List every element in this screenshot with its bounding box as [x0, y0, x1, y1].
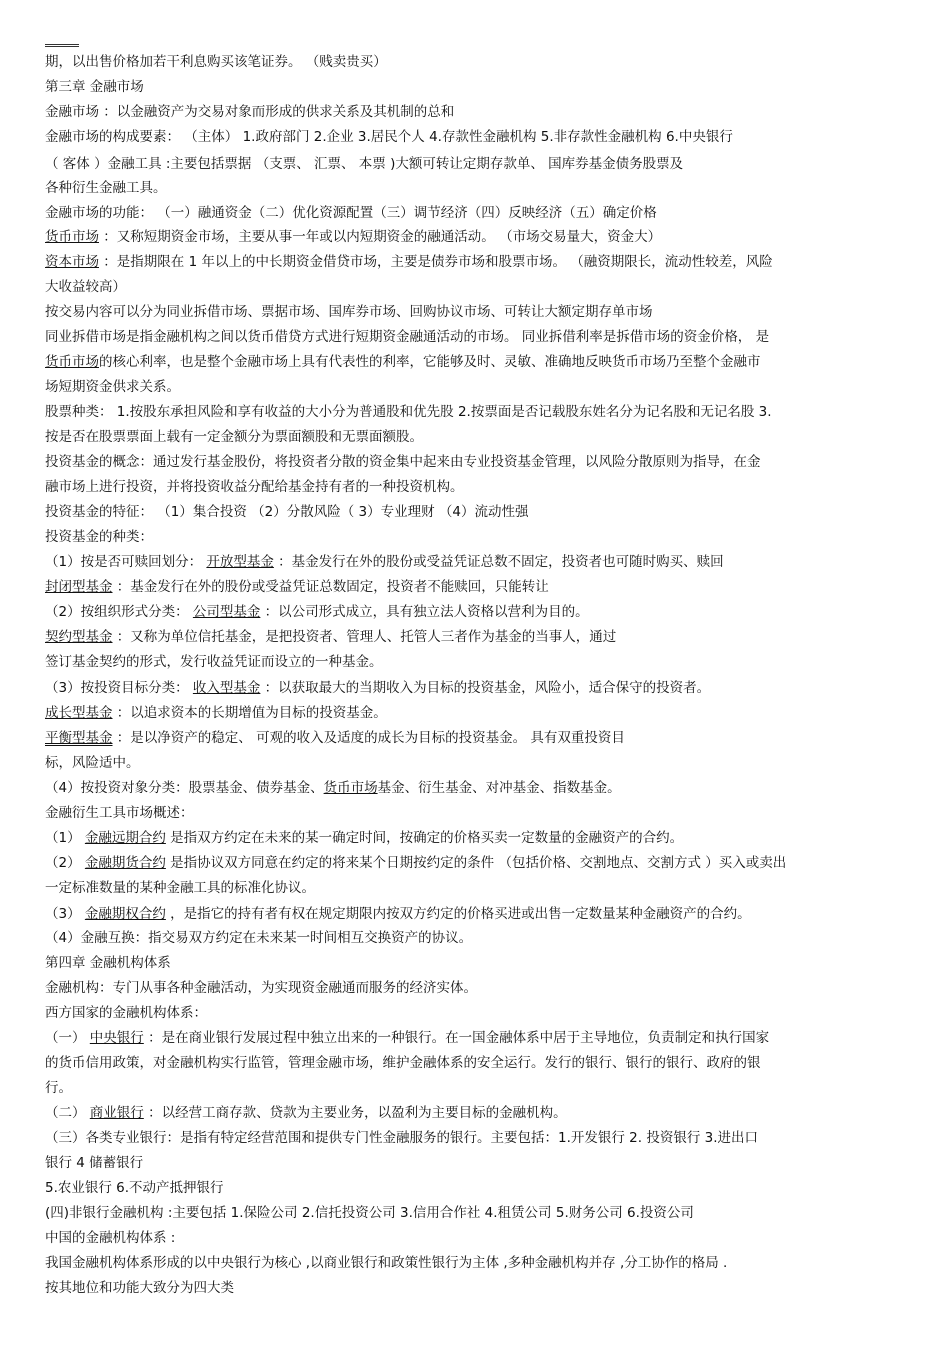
text-line: 银行 4 储蓄银行 — [45, 1155, 144, 1171]
key-term: 公司型基金 — [192, 604, 261, 620]
text-line: 我国金融机构体系形成的以中央银行为核心 ,以商业银行和政策性银行为主体 ,多种金融机构并存 ,分工协作的格局 . — [45, 1255, 728, 1271]
text-line: 契约型基金 ：又称为单位信托基金，是把投资者、管理人、托管人三者作为基金的当事人，通过 — [45, 629, 617, 645]
key-term: 成长型基金 — [45, 705, 113, 721]
text-line: 投资基金的种类： — [45, 529, 153, 545]
key-term: 封闭型基金 — [45, 579, 113, 595]
key-term: 资本市场 — [45, 254, 99, 270]
text-line: 资本市场 ：是指期限在 1 年以上的中长期资金借贷市场，主要是债券市场和股票市场。 （融资期限长，流动性较差，风险 — [45, 254, 773, 270]
text-line: 签订基金契约的形式，发行收益凭证而设立的一种基金。 — [45, 654, 383, 670]
text-line: 金融市场的构成要素： （主体） 1.政府部门 2.企业 3.居民个人 4.存款性金融机构 5.非存款性金融机构 6.中央银行 — [45, 129, 733, 145]
key-term: 平衡型基金 — [45, 730, 113, 746]
text-line: 第三章 金融市场 — [45, 79, 144, 95]
text-line: 投资基金的概念：通过发行基金股份，将投资者分散的资金集中起来由专业投资基金管理，以风险分散原则为指导，在金 — [45, 454, 761, 470]
text-line: 5.农业银行 6.不动产抵押银行 — [45, 1180, 224, 1196]
text-line: 平衡型基金 ：是以净资产的稳定、 可观的收入及适度的成长为目标的投资基金。 具有双重投资目 — [45, 730, 625, 746]
text-line: 股票种类： 1.按股东承担风险和享有收益的大小分为普通股和优先股 2.按票面是否记载股东姓名分为记名股和无记名股 3. — [45, 404, 772, 420]
text-line: 一定标准数量的某种金融工具的标准化协议。 — [45, 880, 315, 896]
text-line: 按交易内容可以分为同业拆借市场、票据市场、国库券市场、回购协议市场、可转让大额定期存单市场 — [45, 304, 653, 320]
key-term: 货币市场 — [45, 229, 99, 245]
text-line: （2）按组织形式分类： 公司型基金 ：以公司形式成立，具有独立法人资格以营利为目的。 — [45, 604, 589, 620]
text-line: （ 客体 ）金融工具 :主要包括票据 （支票、 汇票、 本票 )大额可转让定期存款单、 国库券基金债务股票及 — [45, 156, 684, 172]
key-term: 开放型基金 — [206, 554, 274, 570]
key-term: 货币市场 — [323, 780, 378, 796]
text-line: 场短期资金供求关系。 — [45, 379, 180, 395]
text-line: 行。 — [45, 1080, 72, 1096]
text-line: 金融机构：专门从事各种金融活动，为实现资金融通而服务的经济实体。 — [45, 980, 477, 996]
text-line: （一） 中央银行 ：是在商业银行发展过程中独立出来的一种银行。在一国金融体系中居于主导地位，负责制定和执行国家 — [45, 1030, 770, 1046]
text-line: （三）各类专业银行：是指有特定经营范围和提供专门性金融服务的银行。主要包括：1.开发银行 2. 投资银行 3.进出口 — [45, 1130, 759, 1146]
text-line: 期，以出售价格加若干利息购买该笔证券。 （贱卖贵买） — [45, 54, 387, 70]
text-line: 投资基金的特征： （1）集合投资 （2）分散风险（ 3）专业理财 （4）流动性强 — [45, 504, 529, 520]
text-line: 西方国家的金融机构体系： — [45, 1005, 207, 1021]
text-line: 各种衍生金融工具。 — [45, 180, 167, 196]
text-line: 按其地位和功能大致分为四大类 — [45, 1280, 234, 1296]
text-line: 融市场上进行投资，并将投资收益分配给基金持有者的一种投资机构。 — [45, 479, 464, 495]
text-line: 中国的金融机构体系 : — [45, 1230, 176, 1246]
text-line: (四)非银行金融机构 :主要包括 1.保险公司 2.信托投资公司 3.信用合作社 4.租赁公司 5.财务公司 6.投资公司 — [45, 1205, 694, 1221]
text-line: （3）按投资目标分类： 收入型基金 ：以获取最大的当期收入为目标的投资基金，风险小，适合保守的投资者。 — [45, 680, 711, 696]
text-line: （3） 金融期权合约 ，是指它的持有者有权在规定期限内按双方约定的价格买进或出售一定数量某种金融资产的合约。 — [45, 906, 751, 922]
text-line: 大收益较高） — [45, 279, 126, 295]
text-line: 第四章 金融机构体系 — [45, 955, 171, 971]
text-line: 货币市场 ：又称短期资金市场，主要从事一年或以内短期资金的融通活动。 （市场交易量大，资金大） — [45, 229, 662, 245]
text-line: 金融市场的功能： （一）融通资金（二）优化资源配置（三）调节经济（四）反映经济（五）确定价格 — [45, 205, 657, 221]
key-term: 商业银行 — [89, 1105, 144, 1121]
key-term: 金融期货合约 — [84, 855, 166, 871]
text-line: 金融市场 ：以金融资产为交易对象而形成的供求关系及其机制的总和 — [45, 104, 455, 120]
key-term: 货币市场 — [45, 354, 99, 370]
key-term: 中央银行 — [89, 1030, 144, 1046]
key-term: 金融远期合约 — [84, 830, 166, 846]
text-line: （1） 金融远期合约 是指双方约定在未来的某一确定时间，按确定的价格买卖一定数量的金融资产的合约。 — [45, 830, 684, 846]
key-term: 收入型基金 — [192, 680, 261, 696]
text-line: （二） 商业银行 ：以经营工商存款、贷款为主要业务，以盈利为主要目标的金融机构。 — [45, 1105, 567, 1121]
text-line: 金融衍生工具市场概述： — [45, 805, 194, 821]
continuation-mark — [45, 44, 79, 47]
text-line: 成长型基金 ：以追求资本的长期增值为目标的投资基金。 — [45, 705, 387, 721]
key-term: 契约型基金 — [45, 629, 113, 645]
text-line: 的货币信用政策，对金融机构实行监管，管理金融市场，维护金融体系的安全运行。发行的银行、银行的银行、政府的银 — [45, 1055, 761, 1071]
text-line: （4）金融互换：指交易双方约定在未来某一时间相互交换资产的协议。 — [45, 930, 473, 946]
text-line: 封闭型基金 ：基金发行在外的股份或受益凭证总数固定，投资者不能赎回，只能转让 — [45, 579, 549, 595]
text-line: 货币市场的核心利率，也是整个金融市场上具有代表性的利率，它能够及时、灵敏、准确地反映货币市场乃至整个金融市 — [45, 354, 761, 370]
text-line: 按是否在股票票面上载有一定金额分为票面额股和无票面额股。 — [45, 429, 423, 445]
text-line: 同业拆借市场是指金融机构之间以货币借贷方式进行短期资金融通活动的市场。 同业拆借利率是拆借市场的资金价格， 是 — [45, 329, 770, 345]
text-line: （4）按投资对象分类：股票基金、债券基金、货币市场基金、衍生基金、对冲基金、指数基金。 — [45, 780, 621, 796]
text-line: 标，风险适中。 — [45, 755, 140, 771]
text-line: （2） 金融期货合约 是指协议双方同意在约定的将来某个日期按约定的条件 （包括价格、交割地点、交割方式 ）买入或卖出 — [45, 855, 787, 871]
text-line: （1）按是否可赎回划分： 开放型基金 ：基金发行在外的股份或受益凭证总数不固定，投资者也可随时购买、赎回 — [45, 554, 724, 570]
key-term: 金融期权合约 — [84, 906, 166, 922]
